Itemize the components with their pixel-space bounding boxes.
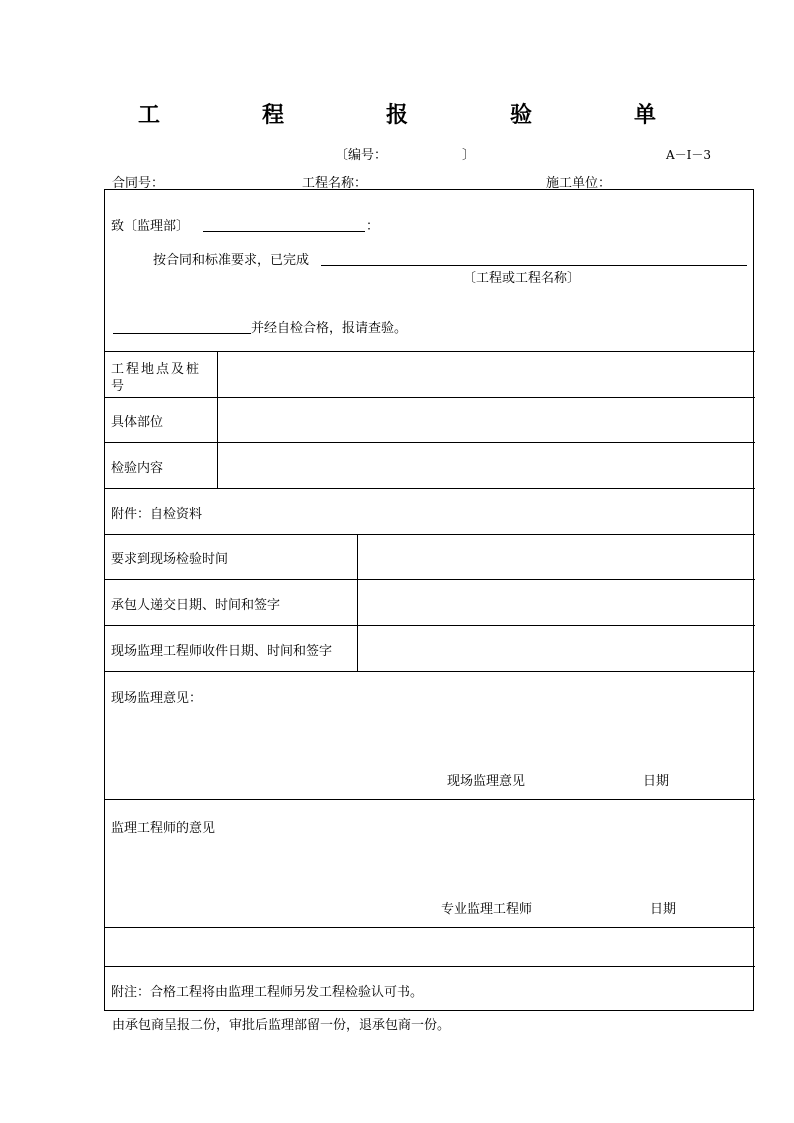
column-divider <box>217 351 218 488</box>
intro-text: 按合同和标准要求，已完成 <box>153 253 310 268</box>
column-divider <box>357 534 358 671</box>
code-close: 〕 <box>462 148 476 163</box>
inspection-time-label: 要求到现场检验时间 <box>111 552 229 567</box>
site-opinion-label: 现场监理意见： <box>111 691 203 706</box>
code-label: 〔编号： <box>335 148 388 163</box>
contract-label: 合同号： <box>112 176 165 191</box>
row-divider <box>105 488 755 489</box>
row-divider <box>105 579 755 580</box>
contractor-submit-label: 承包人递交日期、时间和签字 <box>111 598 281 613</box>
row-divider <box>105 351 755 352</box>
row-divider <box>105 799 755 800</box>
engineer-date: 日期 <box>650 902 677 917</box>
footer-note: 由承包商呈报二份，审批后监理部留一份，退承包商一份。 <box>112 1018 451 1033</box>
to-suffix: ： <box>366 219 380 234</box>
construction-unit-label: 施工单位： <box>546 176 612 191</box>
completed-work-field[interactable] <box>321 265 747 266</box>
project-name-label: 工程名称： <box>302 176 368 191</box>
attachment-label: 附件：自检资料 <box>111 507 203 522</box>
row-divider <box>105 927 755 928</box>
form-id: A－Ⅰ－3 <box>666 148 712 162</box>
page-title: 工 程 报 验 单 <box>137 102 696 128</box>
location-label-line1: 工程地点及桩 <box>111 362 202 377</box>
row-divider <box>105 397 755 398</box>
supervisor-dept-field[interactable] <box>203 231 365 232</box>
to-prefix: 致〔监理部〕 <box>111 219 190 234</box>
row-divider <box>105 625 755 626</box>
engineer-opinion-label: 监理工程师的意见 <box>111 821 216 836</box>
row-divider <box>105 442 755 443</box>
row-divider <box>105 534 755 535</box>
content-label: 检验内容 <box>111 461 164 476</box>
form-note: 附注：合格工程将由监理工程师另发工程检验认可书。 <box>111 985 424 1000</box>
self-check-text: 并经自检合格，报请查验。 <box>251 321 408 336</box>
inspection-form <box>104 189 754 1011</box>
supervisor-receive-label: 现场监理工程师收件日期、时间和签字 <box>111 644 333 659</box>
location-label-line2: 号 <box>111 379 125 394</box>
site-opinion-date: 日期 <box>643 774 670 789</box>
site-opinion-sign: 现场监理意见 <box>447 774 526 789</box>
intro-hint: 〔工程或工程名称〕 <box>463 271 581 286</box>
work-name-field[interactable] <box>113 333 251 334</box>
part-label: 具体部位 <box>111 415 164 430</box>
row-divider <box>105 671 755 672</box>
engineer-sign: 专业监理工程师 <box>441 902 533 917</box>
row-divider <box>105 966 755 967</box>
